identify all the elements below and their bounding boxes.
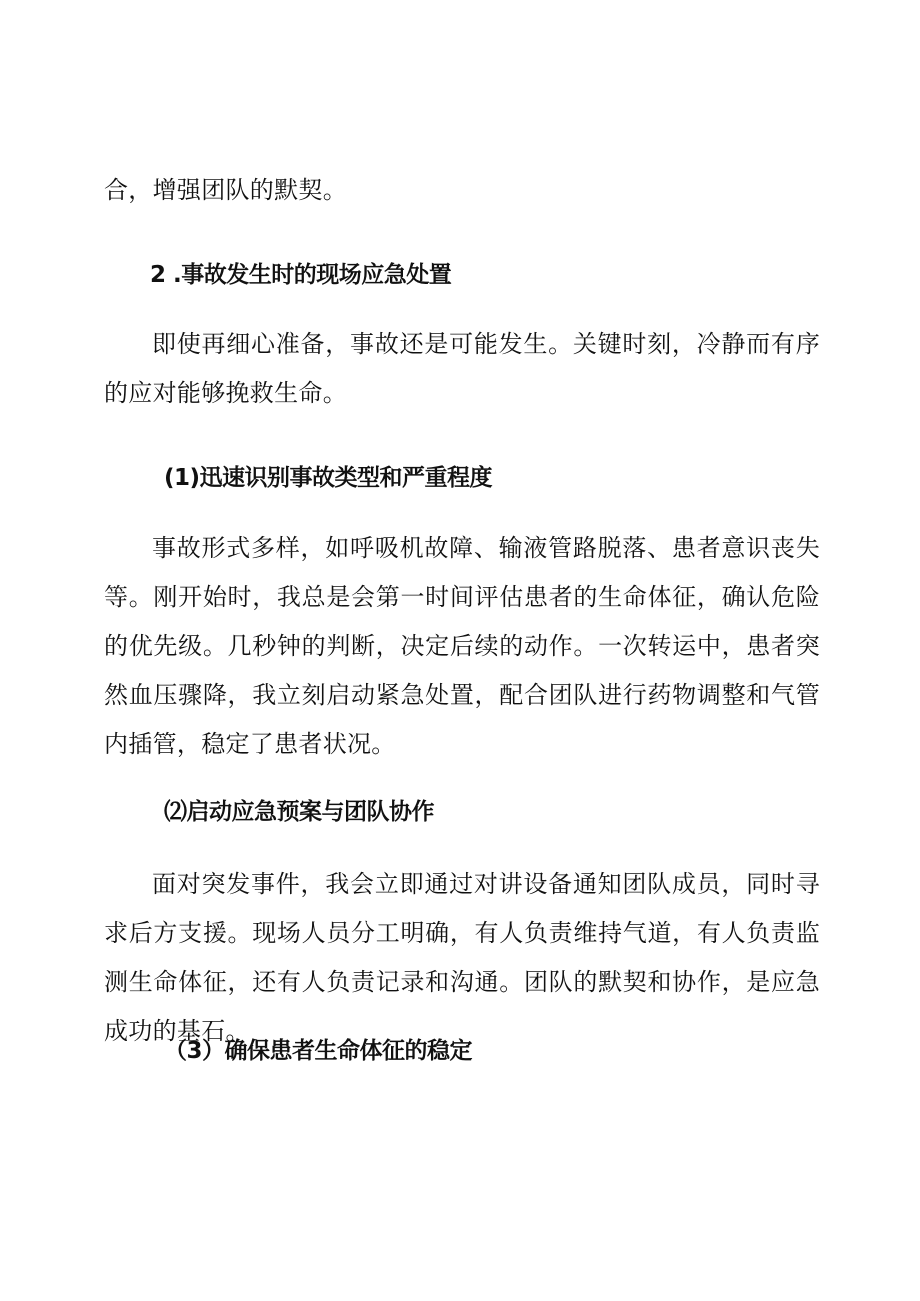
subsection-1-heading: (1)迅速识别事故类型和严重程度	[164, 465, 493, 491]
section-2-intro-paragraph: 即使再细心准备，事故还是可能发生。关键时刻，冷静而有序的应对能够挽救生命。	[104, 330, 820, 407]
subsection-2-heading: ⑵启动应急预案与团队协作	[164, 799, 434, 825]
continuation-paragraph: 合，增强团队的默契。	[104, 176, 347, 204]
subsection-1-paragraph: 事故形式多样，如呼吸机故障、输液管路脱落、患者意识丧失等。刚开始时，我总是会第一时间评估患者的生命体征，确认危险的优先级。几秒钟的判断，决定后续的动作。一次转运中，患者突然血压骤降，我立刻启动紧急处置，配合团队进行药物调整和气管内插管，稳定了患者状况。	[104, 534, 820, 758]
subsection-2-paragraph: 面对突发事件，我会立即通过对讲设备通知团队成员，同时寻求后方支援。现场人员分工明确，有人负责维持气道，有人负责监测生命体征，还有人负责记录和沟通。团队的默契和协作，是应急成功的基石。	[104, 870, 820, 1045]
section-2-heading: 2 .事故发生时的现场应急处置	[150, 262, 452, 288]
subsection-3-heading: （3）确保患者生命体征的稳定	[164, 1038, 473, 1064]
